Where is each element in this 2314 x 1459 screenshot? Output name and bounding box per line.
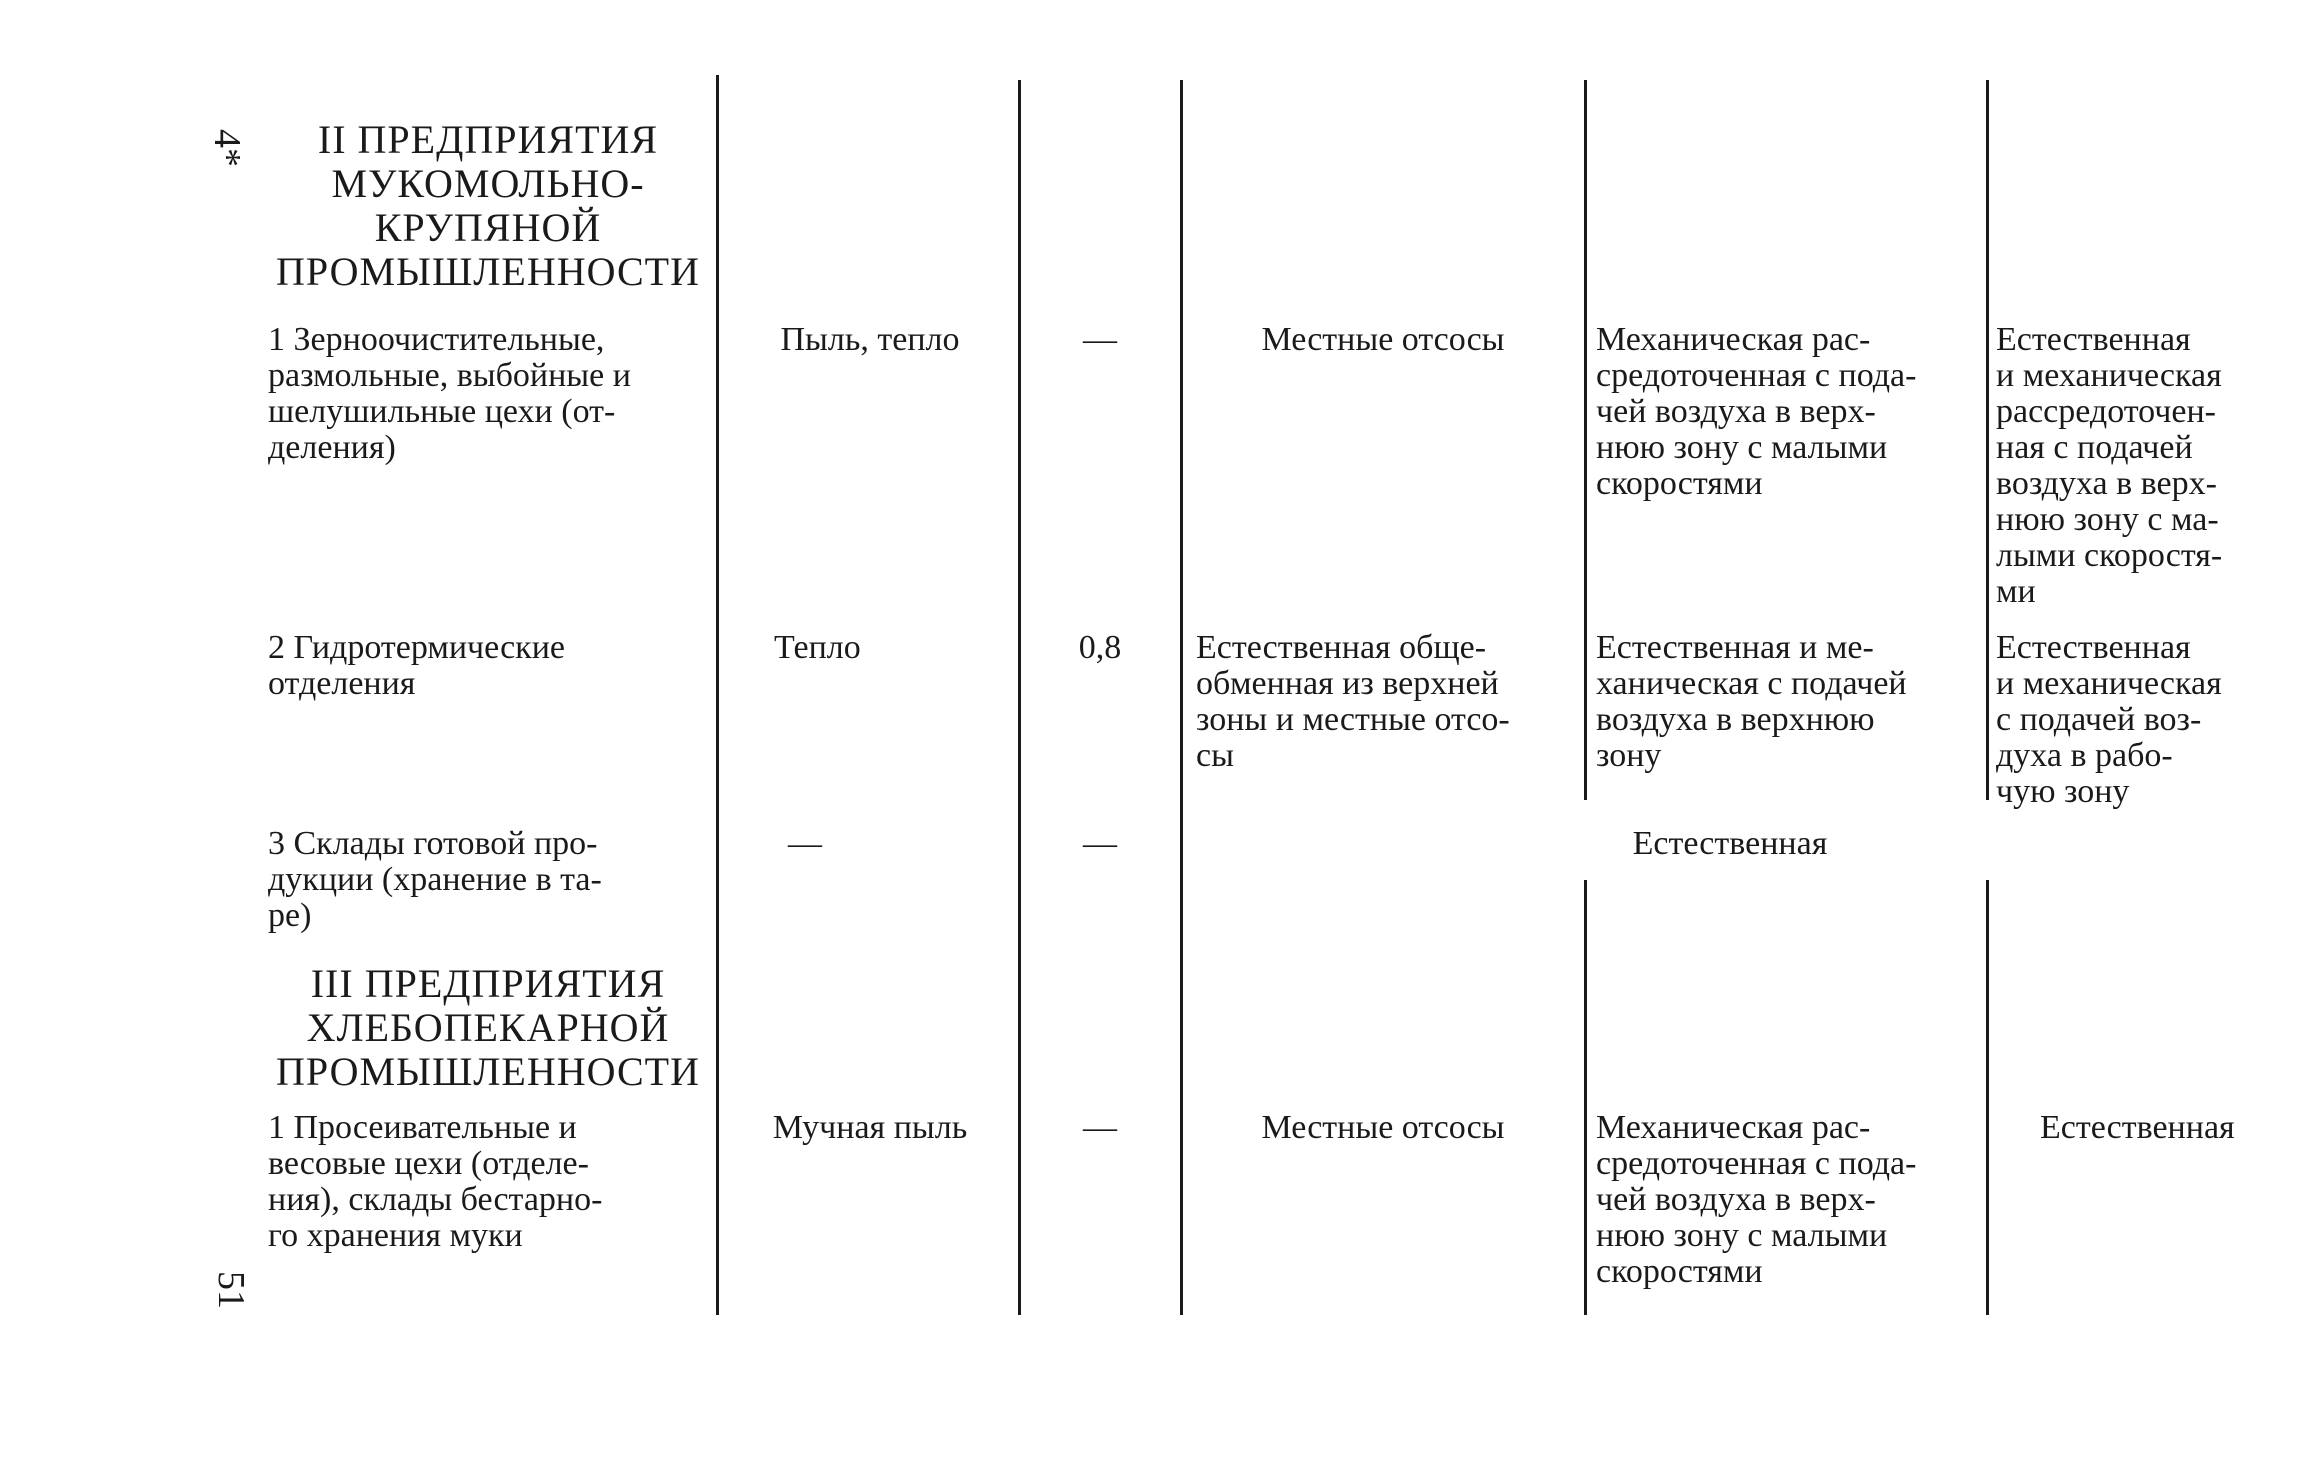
exhaust-cell: Естественная обще- обменная из верхней зоны и местные отсо- сы — [1196, 629, 1510, 774]
hazards-cell: Мучная пыль — [772, 1109, 968, 1146]
exhaust-cell: Местные отсосы — [1261, 1109, 1505, 1146]
hazards-cell: — — [788, 825, 822, 862]
supply-winter-cell: Естественная и ме- ханическая с подачей воздуха в верхнюю зону — [1596, 629, 1907, 774]
column-divider — [1584, 80, 1587, 800]
page-mark: 4* — [206, 129, 248, 167]
coefficient-cell: 0,8 — [1078, 629, 1122, 666]
supply-summer-cell: Естественная — [2040, 1109, 2235, 1146]
hazards-cell: Пыль, тепло — [780, 321, 960, 358]
section-heading: III ПРЕДПРИЯТИЯ ХЛЕБОПЕКАРНОЙ ПРОМЫШЛЕННОСТИ — [275, 961, 701, 1094]
premises-cell: 1 Просеивательные и весовые цехи (отделе- ния), склады бестарно- го хранения муки — [268, 1109, 603, 1254]
coefficient-cell: — — [1083, 321, 1117, 358]
column-divider — [1584, 880, 1587, 1315]
merged-ventilation-cell: Естественная — [1632, 825, 1828, 862]
column-divider — [1018, 80, 1021, 1315]
page-number: 51 — [210, 1271, 252, 1309]
column-divider — [1986, 880, 1989, 1315]
section-heading: II ПРЕДПРИЯТИЯ МУКОМОЛЬНО- КРУПЯНОЙ ПРОМЫШЛЕННОСТИ — [275, 117, 701, 294]
column-divider — [1986, 80, 1989, 800]
premises-cell: 2 Гидротермические отделения — [268, 629, 565, 702]
premises-cell: 3 Склады готовой про- дукции (хранение в та- ре) — [268, 825, 602, 934]
coefficient-cell: — — [1083, 1109, 1117, 1146]
supply-winter-cell: Механическая рас- средоточенная с пода- чей воздуха в верх- нюю зону с малыми скоростями — [1596, 321, 1917, 502]
premises-cell: 1 Зерноочистительные, размольные, выбойные и шелушильные цехи (от- деления) — [268, 321, 631, 466]
supply-summer-cell: Естественная и механическая рассредоточен- ная с подачей воздуха в верх- нюю зону с ма- лыми скоростя- ми — [1996, 321, 2223, 610]
supply-winter-cell: Механическая рас- средоточенная с пода- чей воздуха в верх- нюю зону с малыми скоростями — [1596, 1109, 1917, 1290]
coefficient-cell: — — [1083, 825, 1117, 862]
hazards-cell: Тепло — [774, 629, 861, 666]
exhaust-cell: Местные отсосы — [1261, 321, 1505, 358]
column-divider — [1180, 80, 1183, 1315]
supply-summer-cell: Естественная и механическая с подачей воз- духа в рабо- чую зону — [1996, 629, 2222, 810]
column-divider — [716, 75, 719, 1315]
